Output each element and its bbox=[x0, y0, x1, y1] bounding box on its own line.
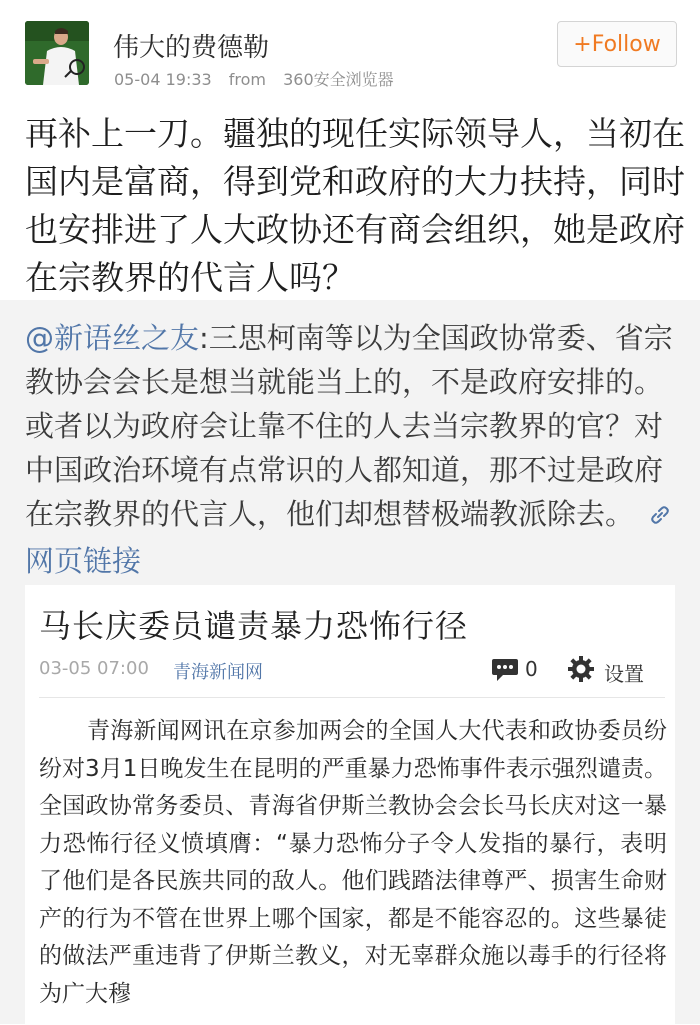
post-meta bbox=[114, 67, 406, 90]
avatar[interactable] bbox=[25, 21, 89, 85]
comment-count: 0 bbox=[525, 657, 538, 681]
article-title: 马长庆委员谴责暴力恐怖行径 bbox=[39, 607, 469, 645]
retweet-box bbox=[0, 300, 700, 1024]
follow-button[interactable]: +Follow bbox=[557, 21, 677, 67]
username[interactable]: 伟大的费德勒 bbox=[113, 33, 270, 63]
settings-label[interactable]: 设置 bbox=[604, 662, 644, 686]
article-date: 03-05 07:00 bbox=[39, 658, 149, 679]
article-card[interactable] bbox=[25, 585, 675, 1025]
gear-icon[interactable] bbox=[567, 655, 595, 687]
retweet-text: :三思柯南等以为全国政协常委、省宗教协会会长是想当就能当上的，不是政府安排的。或者以为政府会让靠不住的人去当宗教界的官？对中国政治环境有点常识的人都知道，那不过是政府在宗教界的代言人，他们却想替极端教派除去。 bbox=[25, 321, 673, 531]
link-icon bbox=[648, 495, 672, 539]
avatar-photo bbox=[25, 21, 89, 85]
divider bbox=[39, 697, 665, 698]
post-text: 再补上一刀。疆独的现任实际领导人，当初在国内是富商，得到党和政府的大力扶持，同时也安排进了人大政协还有商会组织，她是政府在宗教界的代言人吗？ bbox=[25, 114, 685, 297]
comment-bubble-icon[interactable] bbox=[491, 657, 519, 687]
mention-link[interactable]: @新语丝之友 bbox=[25, 321, 200, 355]
article-meta bbox=[39, 655, 659, 685]
article-body: 青海新闻网讯在京参加两会的全国人大代表和政协委员纷纷对3月1日晚发生在昆明的严重暴力恐怖事件表示强烈谴责。全国政协常务委员、青海省伊斯兰教协会会长马长庆对这一暴力恐怖行径义愤填膺：“暴力恐怖分子令人发指的暴行，表明了他们是各民族共同的敌人。他们践踏法律尊严、损害生命财产的行为不管在世界上哪个国家，都是不能容忍的。这些暴徒的做法严重违背了伊斯兰教义，对无辜群众施以毒手的行径将为广大穆 bbox=[39, 718, 667, 1007]
client-name: 360安全浏览器 bbox=[283, 70, 394, 89]
from-label: from bbox=[228, 70, 267, 89]
web-link[interactable]: 网页链接 bbox=[25, 544, 142, 578]
post-timestamp: 05-04 19:33 bbox=[114, 70, 212, 89]
post-header bbox=[0, 0, 700, 100]
retweet-text-block bbox=[25, 316, 680, 583]
article-source[interactable]: 青海新闻网 bbox=[173, 662, 263, 683]
